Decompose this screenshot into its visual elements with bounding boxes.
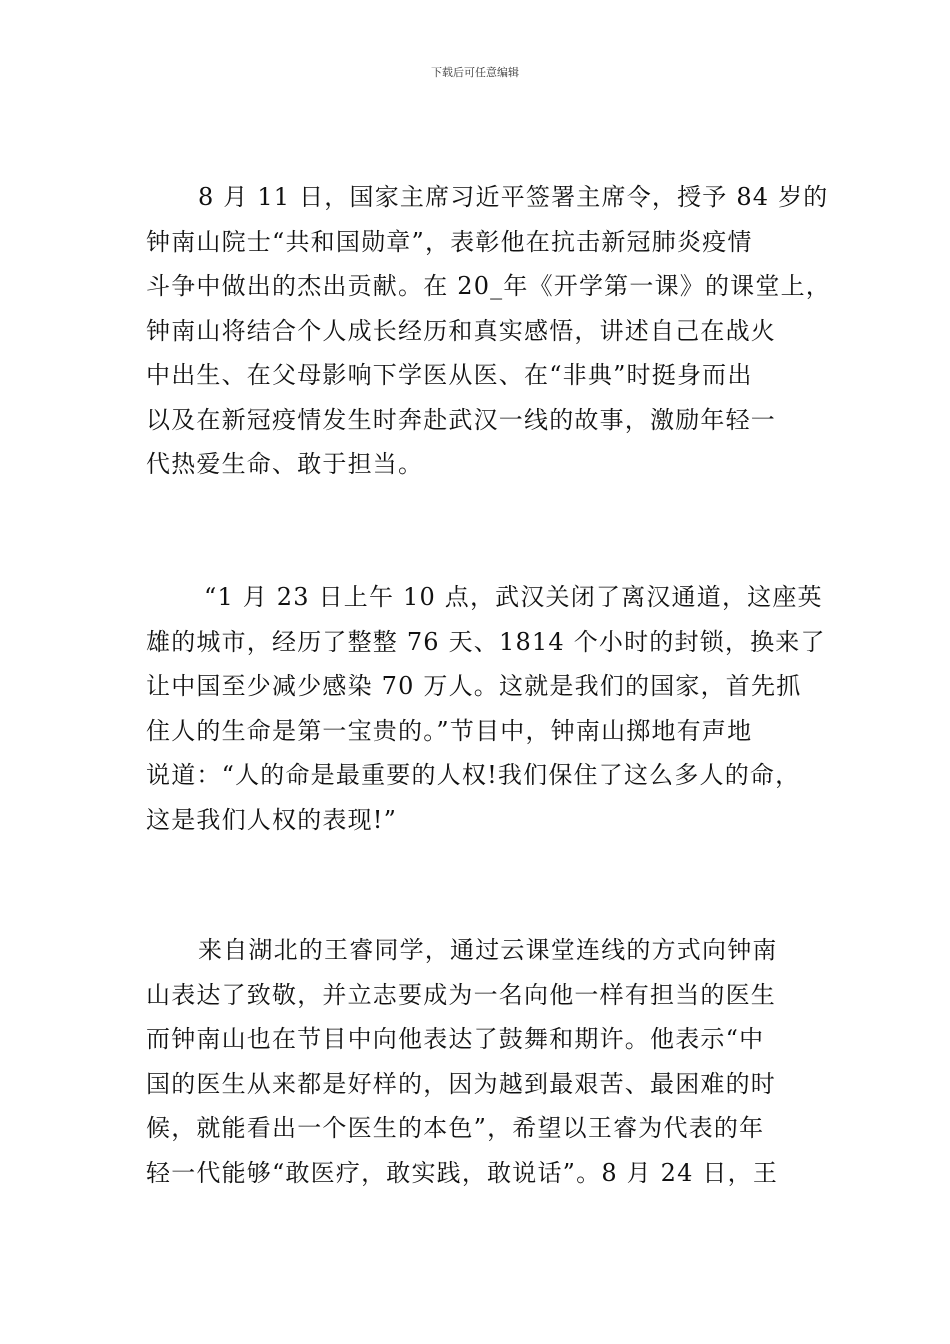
paragraph-line: 让中国至少减少感染 70 万人。这就是我们的国家，首先抓 [146, 672, 802, 700]
paragraph-line: 来自湖北的王睿同学，通过云课堂连线的方式向钟南 [198, 936, 778, 964]
paragraph-3 [146, 928, 814, 1195]
paragraph-line: 候，就能看出一个医生的本色”，希望以王睿为代表的年 [146, 1114, 765, 1142]
paragraph-line: 以及在新冠疫情发生时奔赴武汉一线的故事，激励年轻一 [146, 405, 776, 434]
paragraph-line: 轻一代能够“敢医疗，敢实践，敢说话”。8 月 24 日，王 [146, 1158, 779, 1187]
paragraph-line: 而钟南山也在节目中向他表达了鼓舞和期许。他表示“中 [146, 1025, 765, 1053]
paragraph-line: 钟南山院士“共和国勋章”，表彰他在抗击新冠肺炎疫情 [146, 227, 753, 256]
paragraph-line: 钟南山将结合个人成长经历和真实感悟，讲述自己在战火 [146, 316, 776, 345]
paragraph-2 [146, 575, 826, 842]
paragraph-line: 山表达了致敬，并立志要成为一名向他一样有担当的医生 [146, 980, 776, 1009]
page-header: 下载后可任意编辑 [431, 66, 519, 79]
paragraph-line: 住人的生命是第一宝贵的。”节目中，钟南山掷地有声地 [146, 716, 753, 745]
paragraph-line: 雄的城市，经历了整整 76 天、1814 个小时的封锁，换来了 [146, 627, 826, 656]
paragraph-1 [146, 175, 831, 487]
paragraph-line: 这是我们人权的表现!” [146, 805, 398, 834]
paragraph-line: “1 月 23 日上午 10 点，武汉关闭了离汉通道，这座英 [204, 583, 823, 611]
paragraph-line: 国的医生从来都是好样的，因为越到最艰苦、最困难的时 [146, 1069, 776, 1098]
paragraph-line: 斗争中做出的杰出贡献。在 20_年《开学第一课》的课堂上， [146, 272, 831, 300]
paragraph-line: 中出生、在父母影响下学医从医、在“非典”时挺身而出 [146, 361, 753, 389]
paragraph-line: 8 月 11 日，国家主席习近平签署主席令，授予 84 岁的 [198, 183, 829, 211]
paragraph-line: 说道：“人的命是最重要的人权!我们保住了这么多人的命， [146, 761, 801, 789]
paragraph-line: 代热爱生命、敢于担当。 [146, 450, 424, 478]
